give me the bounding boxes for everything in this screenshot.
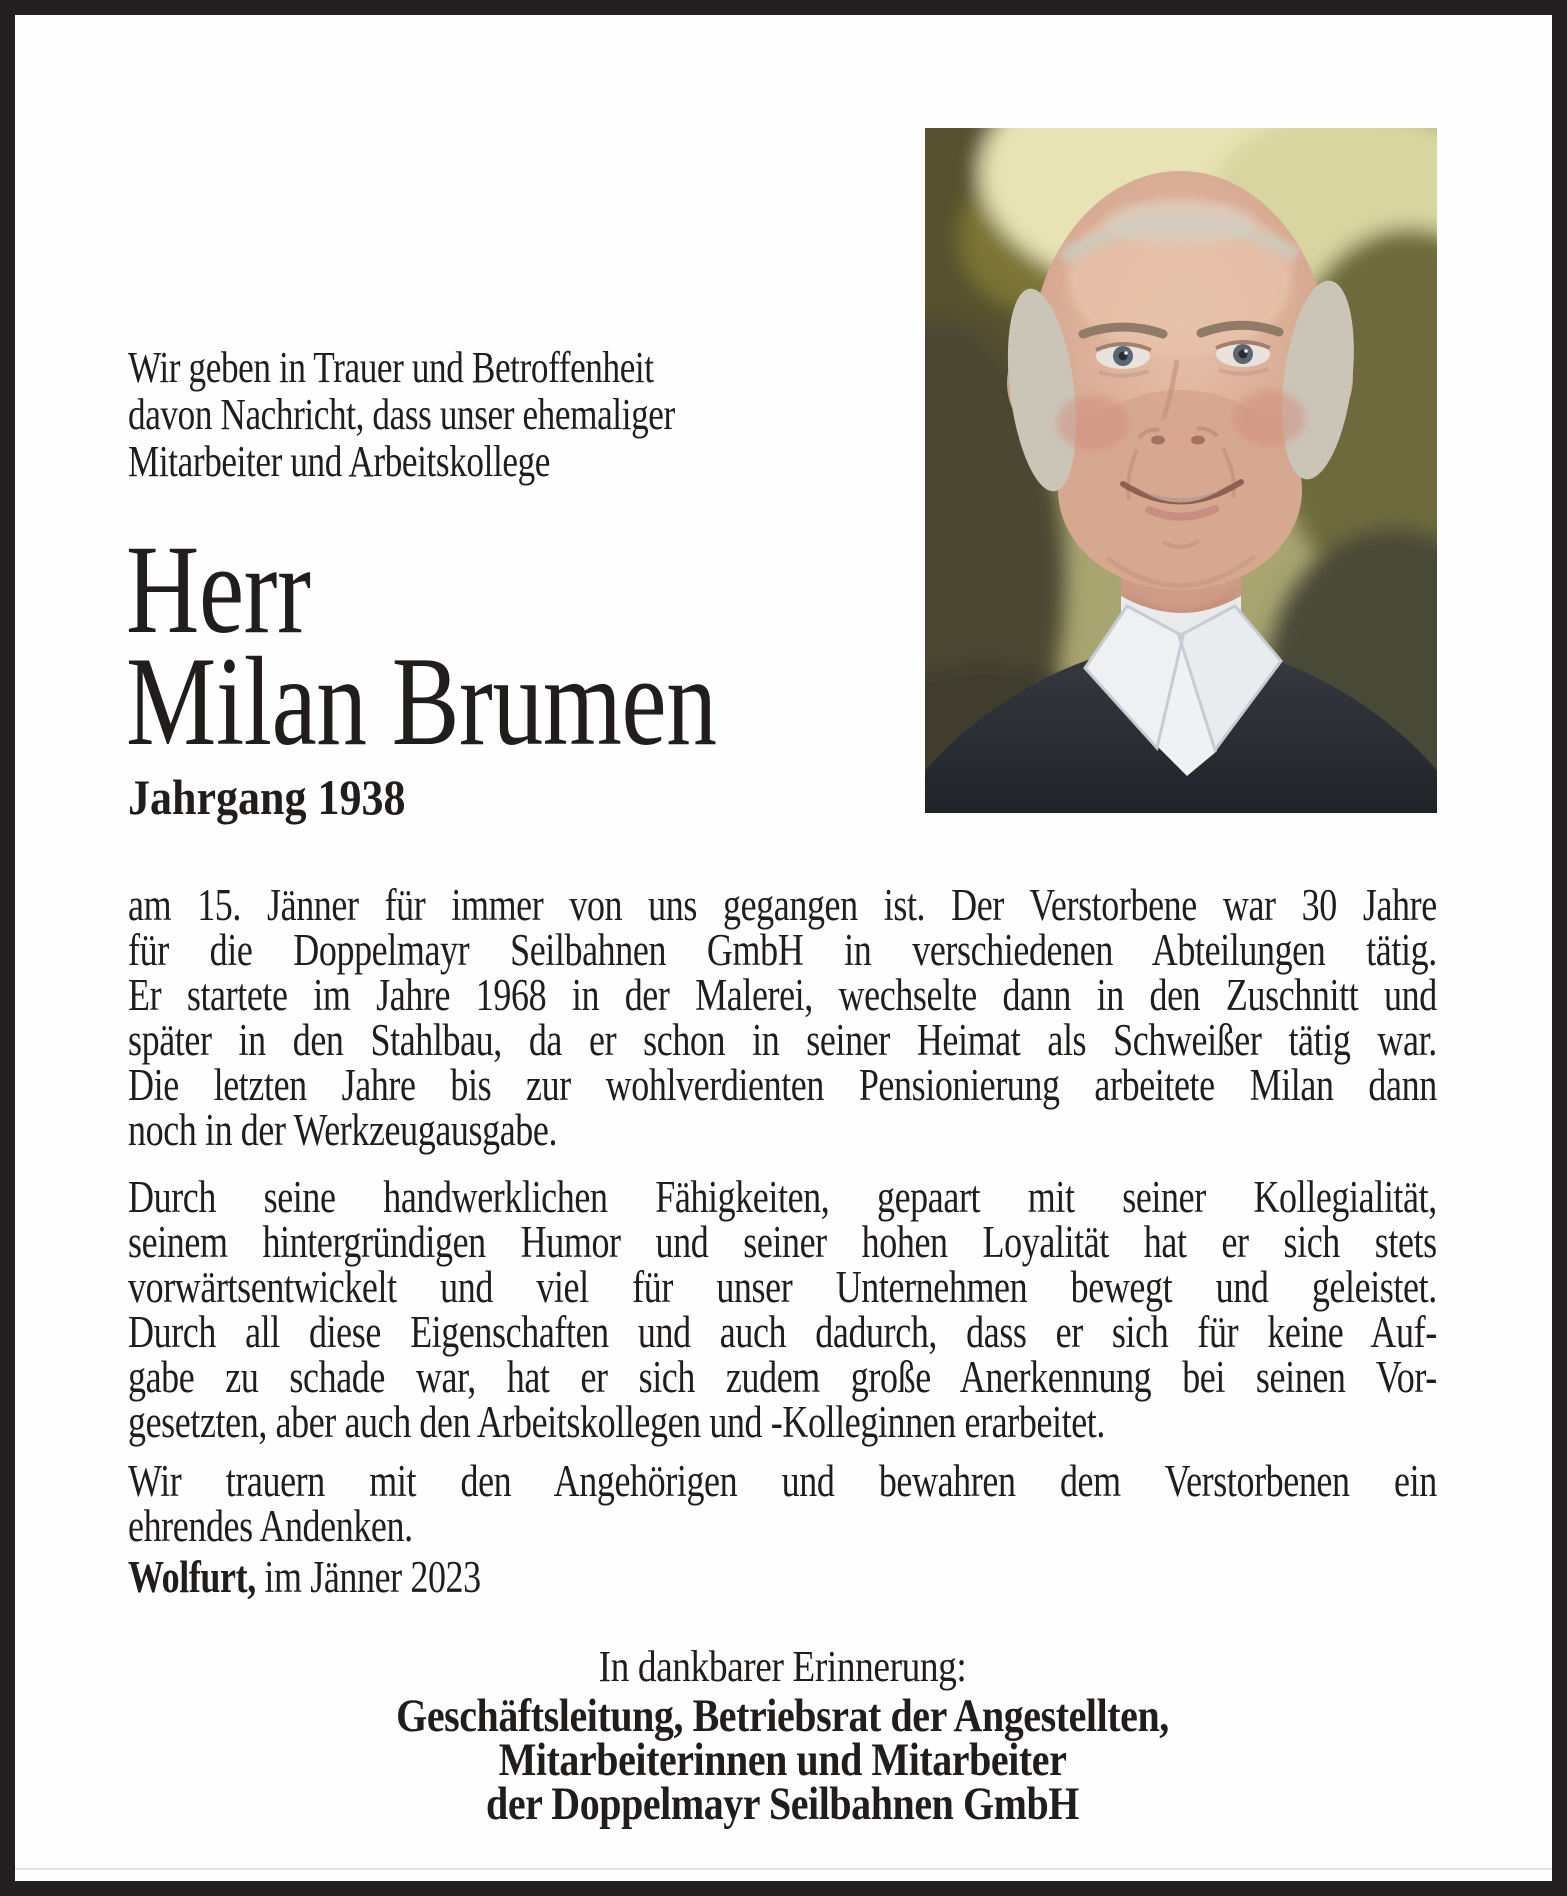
intro-text: Wir geben in Trauer und Betroffenheit davon Nachricht, dass unser ehemaliger Mitarbeiter und Arbeitskollege [128,343,675,486]
closing-place: Wolfurt, [128,1552,256,1602]
salutation: Herr [126,520,311,660]
scan-artifact-line [15,1868,1552,1870]
obituary-body [128,880,1437,1602]
deceased-name: Milan Brumen [126,632,717,772]
obituary-paragraph: Wir trauern mit den Angehörigen und bewahren dem Verstorbenen ein ehrendes Andenken. [128,1456,1437,1551]
title-block [126,520,1006,772]
remembrance-heading: In dankbarer Erinnerung: [598,1642,967,1691]
closing-line [128,1552,1437,1602]
obituary-paragraph: am 15. Jänner für immer von uns gegangen ist. Der Verstorbene war 30 Jahre für die Doppelmayr Seilbahnen GmbH in verschiedenen Abteilungen tätig. Er startete im Jahre 1968 in der Malerei, wechselte dann in den Zuschnitt und später in den Stahlbau, da er schon in seiner Heimat als Schweißer tätig war. Die letzten Jahre bis zur wohlverdienten Pensionierung arbeitete Milan dann noch in der Werkzeugausgabe. [128,880,1437,1155]
closing-date: im Jänner 2023 [255,1552,481,1602]
birth-year: Jahrgang 1938 [128,769,406,825]
portrait-photo [925,128,1437,813]
obituary-paragraph: Durch seine handwerklichen Fähigkeiten, gepaart mit seiner Kollegialität, seinem hintergründigen Humor und seiner hohen Loyalität hat er sich stets vorwärtsentwickelt und viel für unser Unternehmen bewegt und geleistet. Durch all diese Eigenschaften und auch dadurch, dass er sich für keine Auf- gabe zu schade war, hat er sich zudem große Anerkennung bei seinen Vor- gesetzten, aber auch den Arbeitskollegen und -Kolleginnen erarbeitet. [128,1172,1437,1447]
portrait-photo-graphic [925,128,1437,813]
signature-block: Geschäftsleitung, Betriebsrat der Angestellten, Mitarbeiterinnen und Mitarbeiter der Doppelmayr Seilbahnen GmbH [396,1690,1169,1830]
